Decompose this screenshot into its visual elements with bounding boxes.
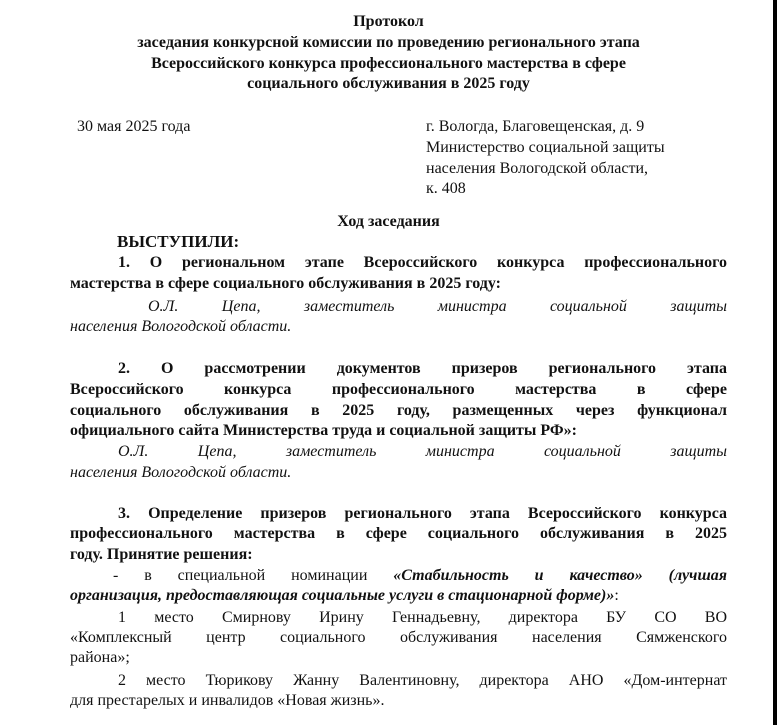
nomination-line	[113, 566, 727, 586]
agenda-item-title: мастерства в сфере социального обслуживания в 2025 году:	[70, 275, 501, 292]
meeting-address-line: населения Вологодской области,	[426, 160, 649, 177]
nomination-description: организация, предоставляющая социальные услуги в стационарной форме)»	[70, 587, 615, 604]
winner-entry: «Комплексный центр социального обслуживания населения Сямженского	[70, 629, 727, 646]
winner-entry: района»;	[70, 649, 130, 666]
document-subtitle-line: заседания конкурсной комиссии по проведению регионального этапа	[137, 34, 640, 51]
agenda-item-title: профессионального мастерства в сфере социального обслуживания в 2025	[70, 525, 727, 542]
speaker-text: О.Л. Цепа, заместитель министра социальной защиты	[148, 298, 727, 315]
spoke-heading: ВЫСТУПИЛИ:	[117, 232, 240, 251]
agenda-item-title: официального сайта Министерства труда и социальной защиты РФ»:	[70, 422, 577, 439]
winner-entry: 2 место Тюрикову Жанну Валентиновну, директора АНО «Дом-интернат	[118, 672, 727, 689]
speaker-text: населения Вологодской области.	[70, 464, 292, 481]
winner-entry: 1 место Смирнову Ирину Геннадьевну, директора БУ СО ВО	[118, 609, 727, 626]
agenda-item-title: году. Принятие решения:	[70, 546, 253, 563]
agenda-item-title: 3. Определение призеров регионального этапа Всероссийского конкурса	[118, 505, 727, 522]
speaker-text: населения Вологодской области.	[70, 318, 292, 335]
document-subtitle-line: социального обслуживания в 2025 году	[247, 75, 530, 92]
agenda-item-title: социального обслуживания в 2025 году, размещенных через функционал	[70, 402, 727, 419]
document-subtitle-line: Всероссийского конкурса профессионального мастерства в сфере	[151, 55, 626, 72]
nomination-line	[70, 586, 619, 606]
nomination-colon: :	[614, 587, 619, 604]
meeting-date: 30 мая 2025 года	[77, 118, 191, 135]
document-title: Протокол	[353, 13, 424, 30]
agenda-item-title: 1. О региональном этапе Всероссийского конкурса профессионального	[118, 254, 727, 271]
nomination-prefix: - в специальной номинации	[113, 567, 394, 584]
speaker-text: О.Л. Цепа, заместитель министра социальной защиты	[118, 443, 727, 460]
meeting-address-line: Министерство социальной защиты	[426, 139, 665, 156]
meeting-address-line: г. Вологда, Благовещенская, д. 9	[426, 118, 645, 135]
agenda-item-title: 2. О рассмотрении документов призеров регионального этапа	[118, 360, 727, 377]
meeting-address-line: к. 408	[426, 180, 466, 197]
winner-entry: для престарелых и инвалидов «Новая жизнь».	[70, 692, 385, 709]
section-heading: Ход заседания	[337, 213, 440, 230]
nomination-name: «Стабильность и качество» (лучшая	[393, 567, 728, 584]
agenda-item-title: Всероссийского конкурса профессионального мастерства в сфере	[70, 381, 727, 398]
page-edge	[773, 0, 777, 725]
